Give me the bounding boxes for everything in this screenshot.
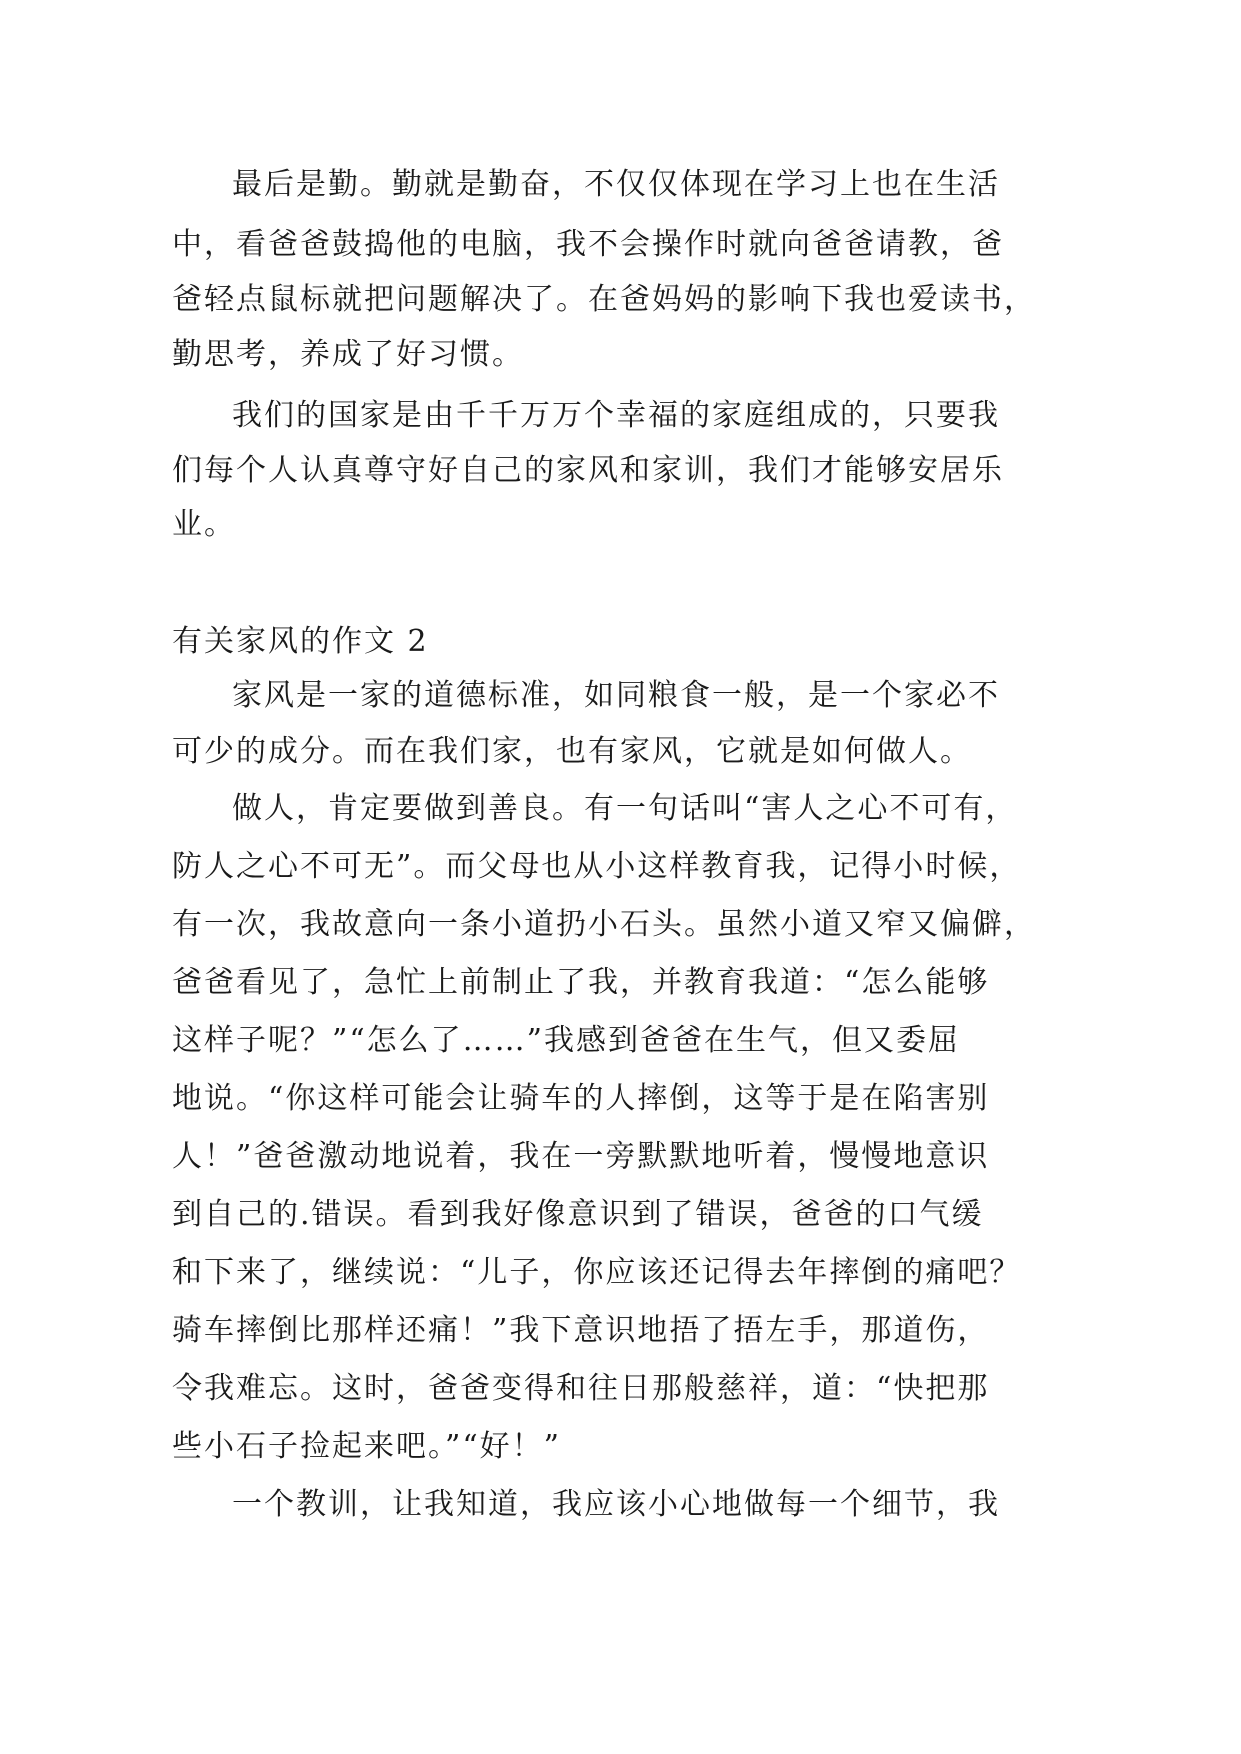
text-line-12: 防人之心不可无”。而父母也从小这样教育我，记得小时候， <box>172 849 1022 884</box>
text-line-10: 可少的成分。而在我们家，也有家风，它就是如何做人。 <box>172 734 972 769</box>
text-line-4: 勤思考，养成了好习惯。 <box>172 337 524 372</box>
text-line-15: 这样子呢？”“怎么了……”我感到爸爸在生气，但又委屈 <box>172 1023 961 1058</box>
section-title: 有关家风的作文 2 <box>172 624 429 659</box>
text-line-19: 和下来了，继续说：“儿子，你应该还记得去年摔倒的痛吧？ <box>172 1255 1022 1290</box>
text-line-23: 一个教训，让我知道，我应该小心地做每一个细节，我 <box>232 1487 1000 1522</box>
text-line-11: 做人，肯定要做到善良。有一句话叫“害人之心不可有， <box>232 791 1018 826</box>
text-line-1: 最后是勤。勤就是勤奋，不仅仅体现在学习上也在生活 <box>232 167 1000 202</box>
text-line-7: 业。 <box>172 507 236 542</box>
text-line-17: 人！”爸爸激动地说着，我在一旁默默地听着，慢慢地意识 <box>172 1139 990 1174</box>
text-line-21: 令我难忘。这时，爸爸变得和往日那般慈祥，道：“快把那 <box>172 1371 990 1406</box>
text-line-16: 地说。“你这样可能会让骑车的人摔倒，这等于是在陷害别 <box>172 1081 990 1116</box>
text-line-3: 爸轻点鼠标就把问题解决了。在爸妈妈的影响下我也爱读书， <box>172 282 1036 317</box>
text-line-5: 我们的国家是由千千万万个幸福的家庭组成的，只要我 <box>232 398 1000 433</box>
text-line-2: 中，看爸爸鼓捣他的电脑，我不会操作时就向爸爸请教，爸 <box>172 227 1004 262</box>
text-line-18: 到自己的.错误。看到我好像意识到了错误，爸爸的口气缓 <box>172 1197 984 1232</box>
text-line-22: 些小石子捡起来吧。”“好！” <box>172 1429 562 1464</box>
text-line-6: 们每个人认真尊守好自己的家风和家训，我们才能够安居乐 <box>172 453 1004 488</box>
text-line-20: 骑车摔倒比那样还痛！”我下意识地捂了捂左手，那道伤， <box>172 1313 990 1348</box>
text-line-9: 家风是一家的道德标准，如同粮食一般，是一个家必不 <box>232 678 1000 713</box>
text-line-13: 有一次，我故意向一条小道扔小石头。虽然小道又窄又偏僻， <box>172 907 1036 942</box>
text-line-14: 爸爸看见了，急忙上前制止了我，并教育我道：“怎么能够 <box>172 965 990 1000</box>
